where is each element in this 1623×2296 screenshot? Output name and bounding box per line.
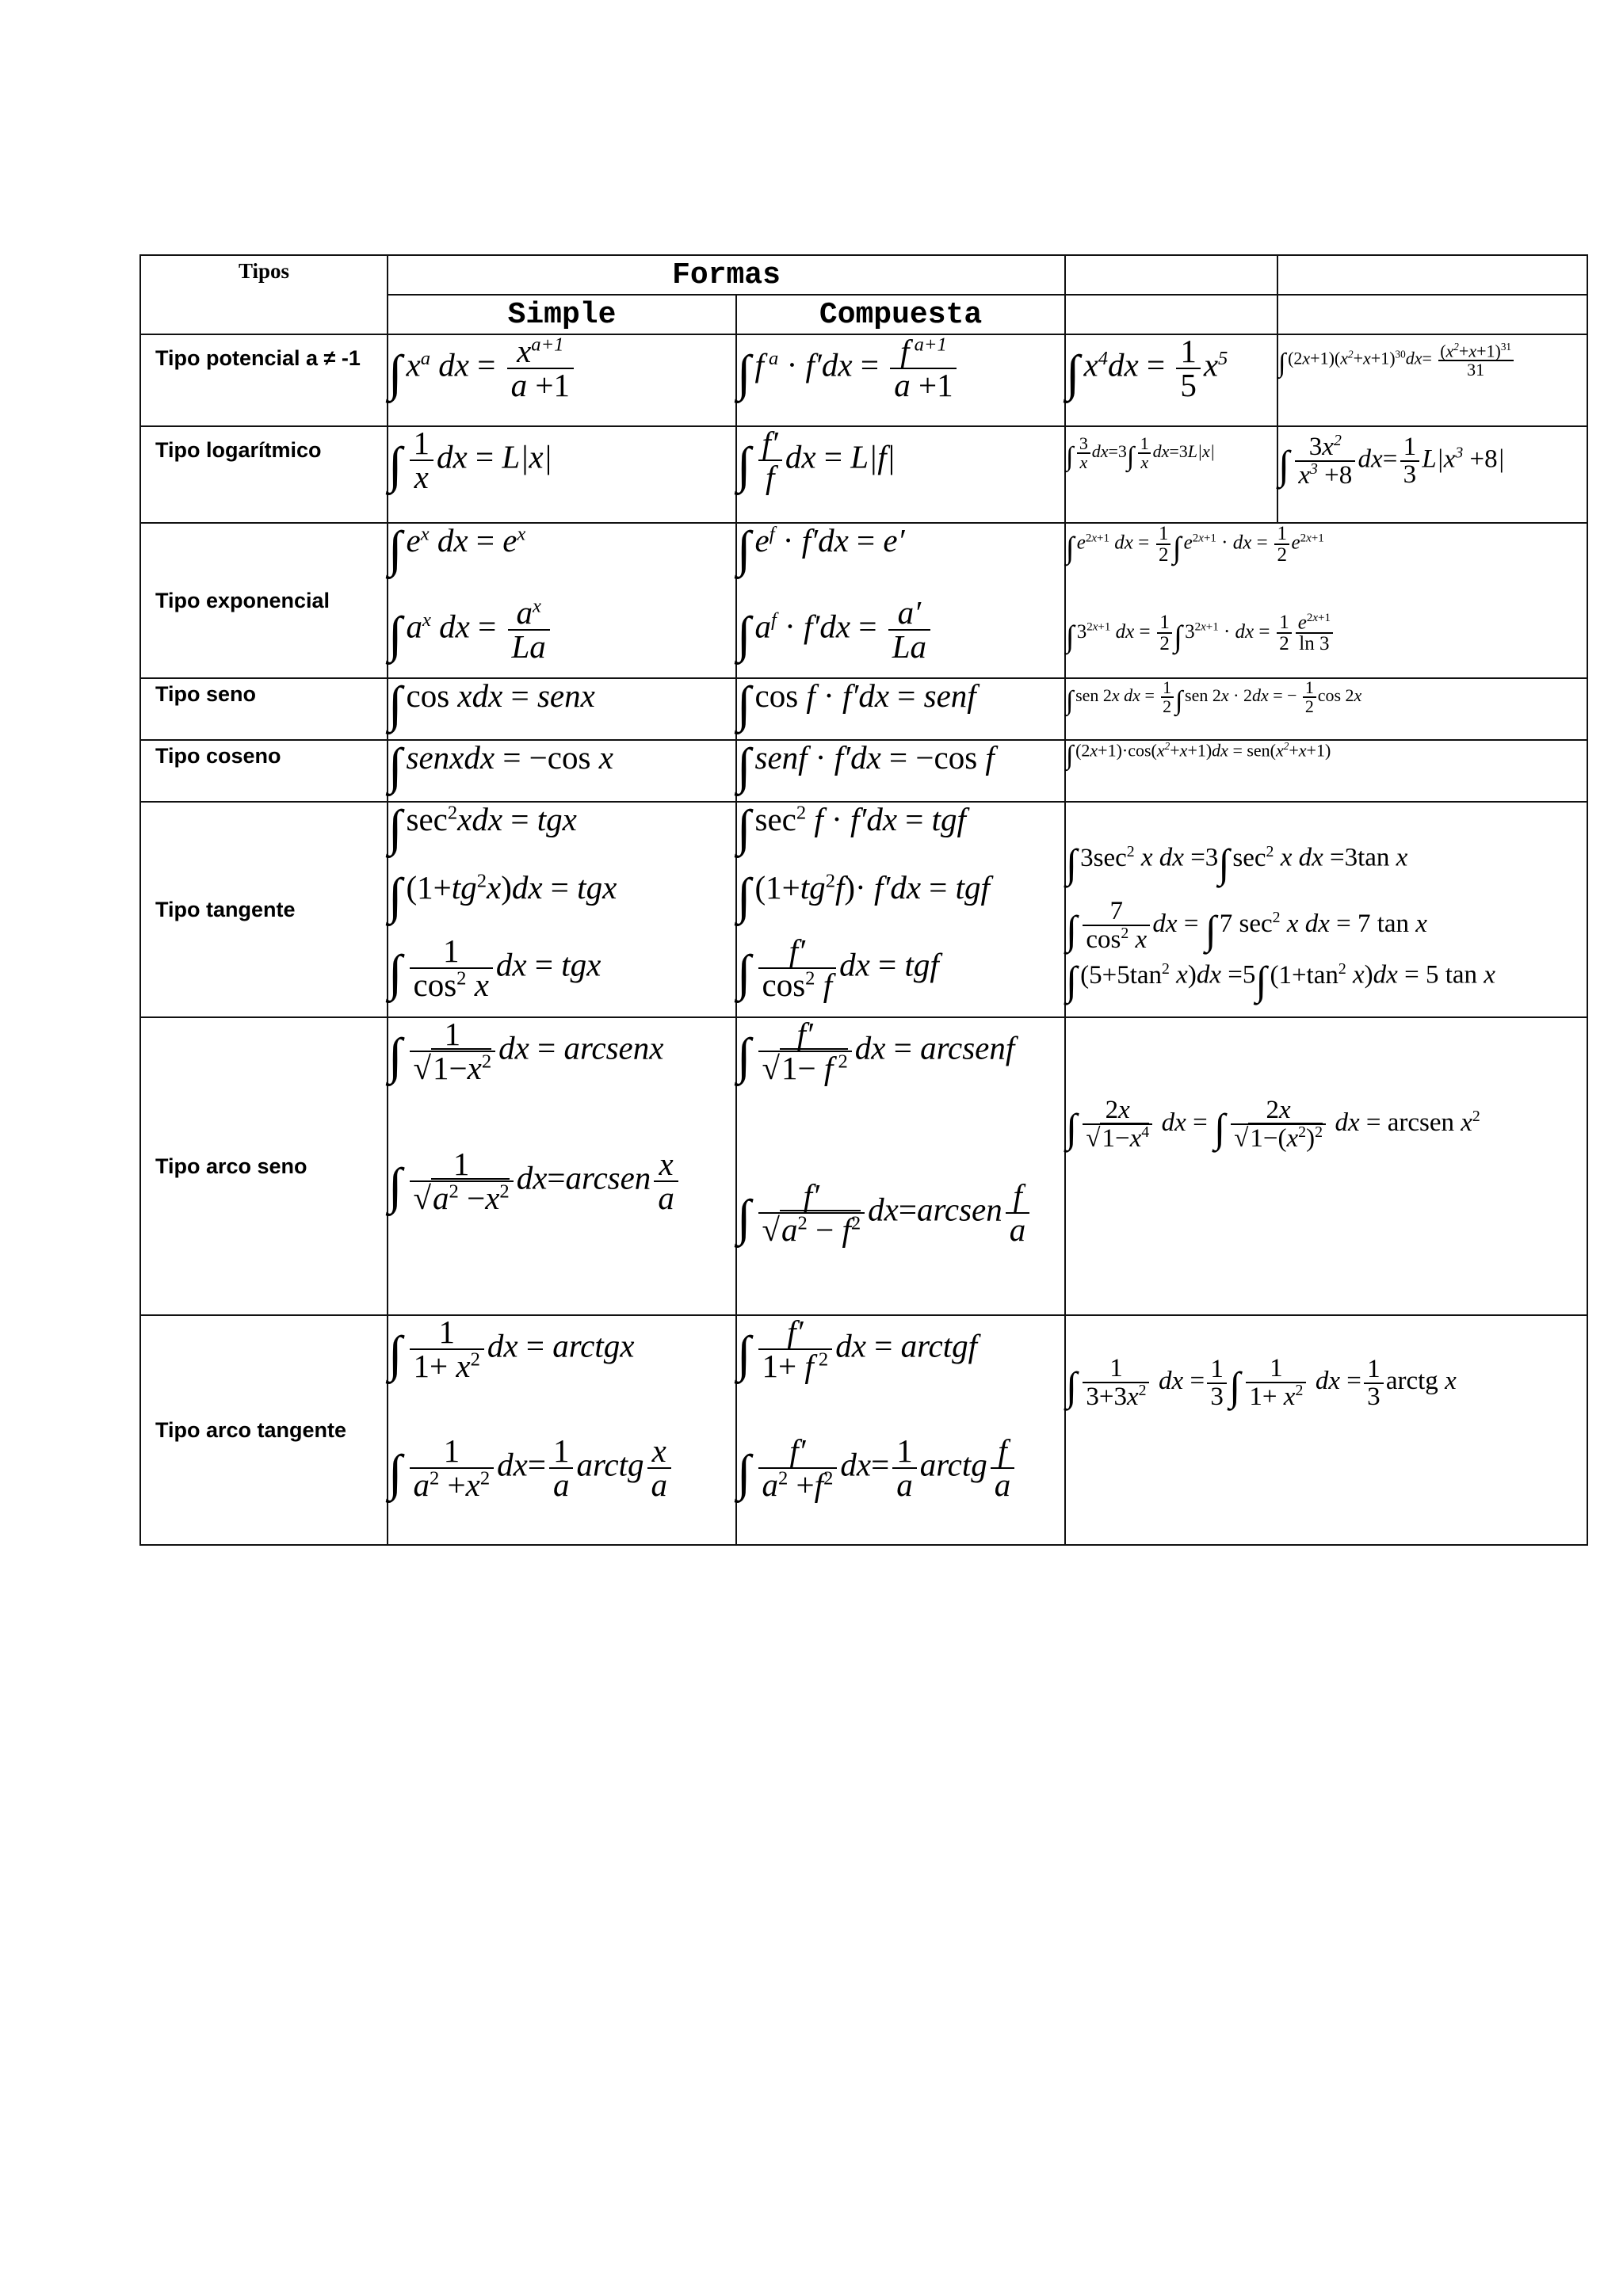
formula-seno-simple: ∫ cos xdx = senx	[388, 676, 595, 732]
formula-potencial-ejemplo-1: ∫ $x^4dx$ = $\frac{1}{5}$ $x^5$	[1066, 333, 1228, 403]
formula-potencial-ejemplo-2: ∫ $(2x+1)(x^2+x+1)^{30}dx=$ $\frac{(x^2+x+1)^{31}}{31}$	[1278, 341, 1587, 379]
cell-exponencial-ejemplos	[1065, 523, 1587, 678]
formula-exponencial-simple-1: ∫ $e^x$ dx = $e^x$	[388, 521, 526, 577]
formula-logaritmico-ejemplo-1: ∫ $\frac{3}{x}$ dx=3∫ $\frac{1}{x}$ dx=3L|x|	[1066, 433, 1215, 472]
formula-arcotangente-compuesta-1: ∫ $\frac{f'}{1+ f ^2}$ dx = arctgf	[737, 1314, 977, 1384]
cell-potencial-ejemplo-2	[1277, 334, 1587, 426]
formula-tangente-ejemplo-1: ∫ $3\sec^2$ x dx =3∫ $\sec^2 x$ dx =3tan x	[1066, 841, 1408, 887]
cell-tangente-ejemplos	[1065, 802, 1587, 1017]
cell-arcoseno-simple	[388, 1017, 736, 1315]
cell-logaritmico-simple	[388, 426, 736, 523]
cell-potencial-compuesta	[736, 334, 1065, 426]
header-empty-4	[1277, 295, 1587, 334]
formula-exponencial-simple-2: ∫ $a^x$ dx = $\frac{a^x}{La}$	[388, 597, 735, 663]
formula-tangente-simple-3: ∫ $\frac{1}{\cos^2 x}$ dx = tgx	[388, 933, 601, 1004]
row-label-seno: Tipo seno	[140, 678, 388, 740]
cell-arcotangente-simple	[388, 1315, 736, 1545]
row-label-coseno: Tipo coseno	[140, 740, 388, 802]
header-empty-2	[1277, 255, 1587, 295]
cell-logaritmico-ejemplo-1	[1065, 426, 1277, 523]
row-label-potencial: Tipo potencial a ≠ -1	[140, 334, 388, 426]
row-label-arcotangente: Tipo arco tangente	[140, 1315, 388, 1545]
row-label-exponencial: Tipo exponencial	[140, 523, 388, 678]
header-simple: Simple	[388, 295, 736, 334]
formula-tangente-ejemplo-2: ∫ $\frac{7}{\cos^2 x}$ dx = ∫ 7 $\sec^2 x$ dx = 7 tan x	[1066, 897, 1427, 955]
row-label-arcoseno: Tipo arco seno	[140, 1017, 388, 1315]
formula-logaritmico-ejemplo-2: ∫ $\frac{3x^2}{x^3 +8}$ dx= $\frac{1}{3}$ $L|x^3 +8|$	[1278, 432, 1505, 490]
formula-tangente-compuesta-1: ∫ $\sec^2 f \cdot f'dx$ = tgf	[737, 799, 966, 856]
integrals-table	[139, 254, 1588, 1546]
formula-exponencial-ejemplo-1: ∫ $e^{2x+1}$ dx = $\frac{1}{2}$ ∫ $e^{2x+1}$ · dx = $\frac{1}{2}$ $e^{2x+1}$	[1066, 523, 1324, 566]
cell-arcotangente-compuesta	[736, 1315, 1065, 1545]
formula-tangente-compuesta-3: ∫ $\frac{f'}{\cos^2 f}$ dx = tgf	[737, 933, 939, 1004]
cell-potencial-ejemplo-1	[1065, 334, 1277, 426]
header-empty-1	[1065, 255, 1277, 295]
formula-seno-ejemplo: ∫ sen 2x dx = $\frac{1}{2}$ ∫ sen 2x · 2dx = − $\frac{1}{2}$ cos 2x	[1066, 677, 1362, 716]
formula-arcotangente-compuesta-2: ∫ $\frac{f'}{a^2 +f^2}$ dx= $\frac{1}{a}$ arctg $\frac{f}{a}$	[737, 1435, 1064, 1501]
header-formas: Formas	[388, 255, 1065, 295]
cell-arcoseno-compuesta	[736, 1017, 1065, 1315]
formula-exponencial-ejemplo-2: ∫ $3^{2x+1}$ dx = $\frac{1}{2}$ ∫ $3^{2x+1}$ · dx = $\frac{1}{2}$ $\frac{e^{2x+1}}{\ln 3}$	[1066, 612, 1587, 654]
formula-arcotangente-simple-1: ∫ $\frac{1}{1+ x^2}$ dx = arctgx	[388, 1314, 635, 1384]
formula-logaritmico-simple: ∫ $\frac{1}{x}$ dx = L|x|	[388, 425, 552, 495]
formula-arcotangente-simple-2: ∫ $\frac{1}{a^2 +x^2}$ dx= $\frac{1}{a}$ arctg $\frac{x}{a}$	[388, 1435, 735, 1501]
formula-coseno-simple: ∫ senxdx = −cos x	[388, 738, 613, 794]
formula-potencial-simple: ∫ $x^a$ dx = $\frac{x^{a+1}}{a +1}$	[388, 335, 735, 402]
formula-arcoseno-compuesta-2: ∫ $\frac{f'}{√a^2 - f^2}$ dx=arcsen $\frac{f}{a}$	[737, 1180, 1064, 1246]
cell-coseno-simple	[388, 740, 736, 802]
cell-arcoseno-ejemplo	[1065, 1017, 1587, 1315]
cell-exponencial-compuesta	[736, 523, 1065, 678]
formula-exponencial-compuesta-2: ∫ $a^f \cdot f'dx$ = $\frac{a'}{La}$	[737, 597, 1064, 663]
formula-arcoseno-compuesta-1: ∫ $\frac{f'}{√1- f ^2}$ dx = arcsenf	[737, 1016, 1015, 1086]
row-label-logaritmico: Tipo logarítmico	[140, 426, 388, 523]
formula-arcoseno-simple-1: ∫ $\frac{1}{√1-x^2}$ dx = arcsenx	[388, 1016, 664, 1086]
header-empty-3	[1065, 295, 1277, 334]
formula-tangente-simple-2: ∫ $(1+tg^2x)dx$ = tgx	[388, 867, 617, 924]
cell-exponencial-simple	[388, 523, 736, 678]
header-tipos: Tipos	[140, 255, 388, 334]
formula-tangente-ejemplo-3: ∫ ($5+5\tan^2$ x)dx =5∫ ($1+\tan^2$ x)dx = 5 tan x	[1066, 959, 1495, 1005]
formula-arcoseno-simple-2: ∫ $\frac{1}{√a^2 -x^2}$ dx=arcsen $\frac{x}{a}$	[388, 1148, 735, 1215]
formula-arcoseno-ejemplo: ∫ $\frac{2x}{√1-x^4}$ dx = ∫ $\frac{2x}{√1-(x^2)^2}$ dx = arcsen $x^2$	[1066, 1096, 1480, 1153]
formula-tangente-compuesta-2: ∫ $(1+tg^2f)\cdot f'dx$ = tgf	[737, 867, 990, 924]
row-label-tangente: Tipo tangente	[140, 802, 388, 1017]
formula-logaritmico-compuesta: ∫ $\frac{f'}{f}$ dx = L|f|	[737, 425, 896, 495]
cell-seno-ejemplo	[1065, 678, 1587, 740]
formula-coseno-compuesta: ∫ senf · f′dx = −cos f	[737, 738, 995, 794]
cell-seno-simple	[388, 678, 736, 740]
cell-coseno-compuesta	[736, 740, 1065, 802]
formula-seno-compuesta: ∫ cos f · f′dx = senf	[737, 676, 976, 732]
cell-logaritmico-ejemplo-2	[1277, 426, 1587, 523]
formula-exponencial-compuesta-1: ∫ $e^f \cdot f'dx = e'$	[737, 521, 905, 577]
formula-coseno-ejemplo: ∫ $(2x+1)\cdot\cos(x^2+x+1)dx = sen(x^2+x+1)$	[1066, 740, 1331, 770]
cell-coseno-ejemplo	[1065, 740, 1587, 802]
cell-tangente-compuesta	[736, 799, 1065, 1017]
cell-tangente-simple	[388, 799, 736, 1017]
cell-potencial-simple	[388, 334, 736, 426]
cell-arcotangente-ejemplo	[1065, 1315, 1587, 1545]
formula-potencial-compuesta: ∫ f $^a$ · f′dx = $\frac{f ^{a+1}}{a +1}$	[737, 335, 1064, 402]
formula-tangente-simple-1: ∫ $\sec^2xdx$ = tgx	[388, 799, 577, 856]
cell-seno-compuesta	[736, 678, 1065, 740]
formula-arcotangente-ejemplo: ∫ $\frac{1}{3+3x^2}$ dx = $\frac{1}{3}$ ∫ $\frac{1}{1+ x^2}$ dx = $\frac{1}{3}$ arctg x	[1066, 1354, 1457, 1411]
cell-logaritmico-compuesta	[736, 426, 1065, 523]
header-compuesta: Compuesta	[736, 295, 1065, 334]
